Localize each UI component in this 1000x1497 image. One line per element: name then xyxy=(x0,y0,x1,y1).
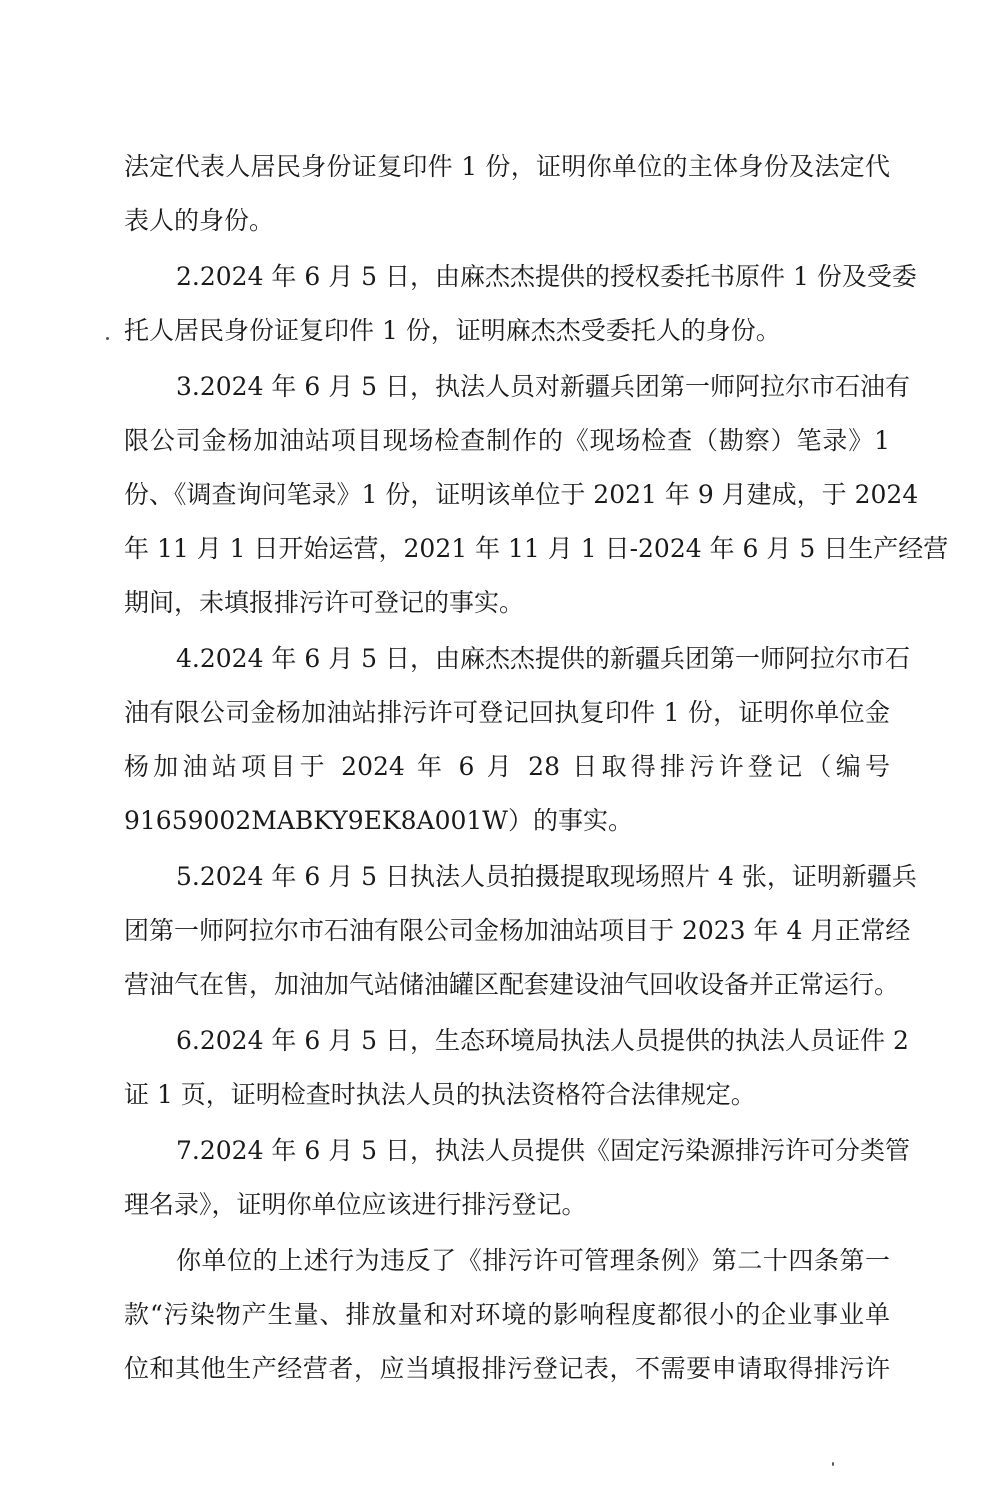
paragraph-7-line: 7.2024 年 6 月 5 日，执法人员提供《固定污染源排污许可分类管 xyxy=(176,1136,911,1165)
text-line: 杨加油站项目于 2024 年 6 月 28 日取得排污许登记（编号 xyxy=(124,752,890,781)
paragraph-2-line: 2.2024 年 6 月 5 日，由麻杰杰提供的授权委托书原件 1 份及受委 xyxy=(176,262,917,291)
scan-speck xyxy=(832,1462,834,1466)
text-line: 91659002MABKY9EK8A001W）的事实。 xyxy=(124,806,633,835)
text-line: 营油气在售，加油加气站储油罐区配套建设油气回收设备并正常运行。 xyxy=(124,970,900,999)
text-line: 油有限公司金杨加油站排污许可登记回执复印件 1 份，证明你单位金 xyxy=(124,698,890,727)
text-line: 期间，未填报排污许可登记的事实。 xyxy=(124,588,525,617)
document-body xyxy=(124,140,949,1396)
text-line: 份、《调查询问笔录》1 份，证明该单位于 2021 年 9 月建成，于 2024 xyxy=(124,480,919,509)
text-line: 位和其他生产经营者，应当填报排污登记表，不需要申请取得排污许 xyxy=(124,1354,890,1383)
scan-speck xyxy=(106,337,109,340)
text-line: 年 11 月 1 日开始运营，2021 年 11 月 1 日-2024 年 6 月 5 日生产经营 xyxy=(124,534,949,563)
paragraph-6-line: 6.2024 年 6 月 5 日，生态环境局执法人员提供的执法人员证件 2 xyxy=(176,1026,909,1055)
text-line: 表人的身份。 xyxy=(124,206,275,235)
paragraph-conclusion-line: 你单位的上述行为违反了《排污许可管理条例》第二十四条第一 xyxy=(176,1246,890,1275)
text-line: 法定代表人居民身份证复印件 1 份，证明你单位的主体身份及法定代 xyxy=(124,152,890,181)
paragraph-5-line: 5.2024 年 6 月 5 日执法人员拍摄提取现场照片 4 张，证明新疆兵 xyxy=(176,862,917,891)
text-line: 限公司金杨加油站项目现场检查制作的《现场检查（勘察）笔录》1 xyxy=(124,426,890,455)
text-line: 款“污染物产生量、排放量和对环境的影响程度都很小的企业事业单 xyxy=(124,1300,890,1329)
text-line: 理名录》，证明你单位应该进行排污登记。 xyxy=(124,1190,587,1219)
paragraph-3-line: 3.2024 年 6 月 5 日，执法人员对新疆兵团第一师阿拉尔市石油有 xyxy=(176,372,911,401)
text-line: 托人居民身份证复印件 1 份，证明麻杰杰受委托人的身份。 xyxy=(124,316,781,345)
text-line: 团第一师阿拉尔市石油有限公司金杨加油站项目于 2023 年 4 月正常经 xyxy=(124,916,911,945)
text-line: 证 1 页，证明检查时执法人员的执法资格符合法律规定。 xyxy=(124,1080,756,1109)
paragraph-4-line: 4.2024 年 6 月 5 日，由麻杰杰提供的新疆兵团第一师阿拉尔市石 xyxy=(176,644,911,673)
